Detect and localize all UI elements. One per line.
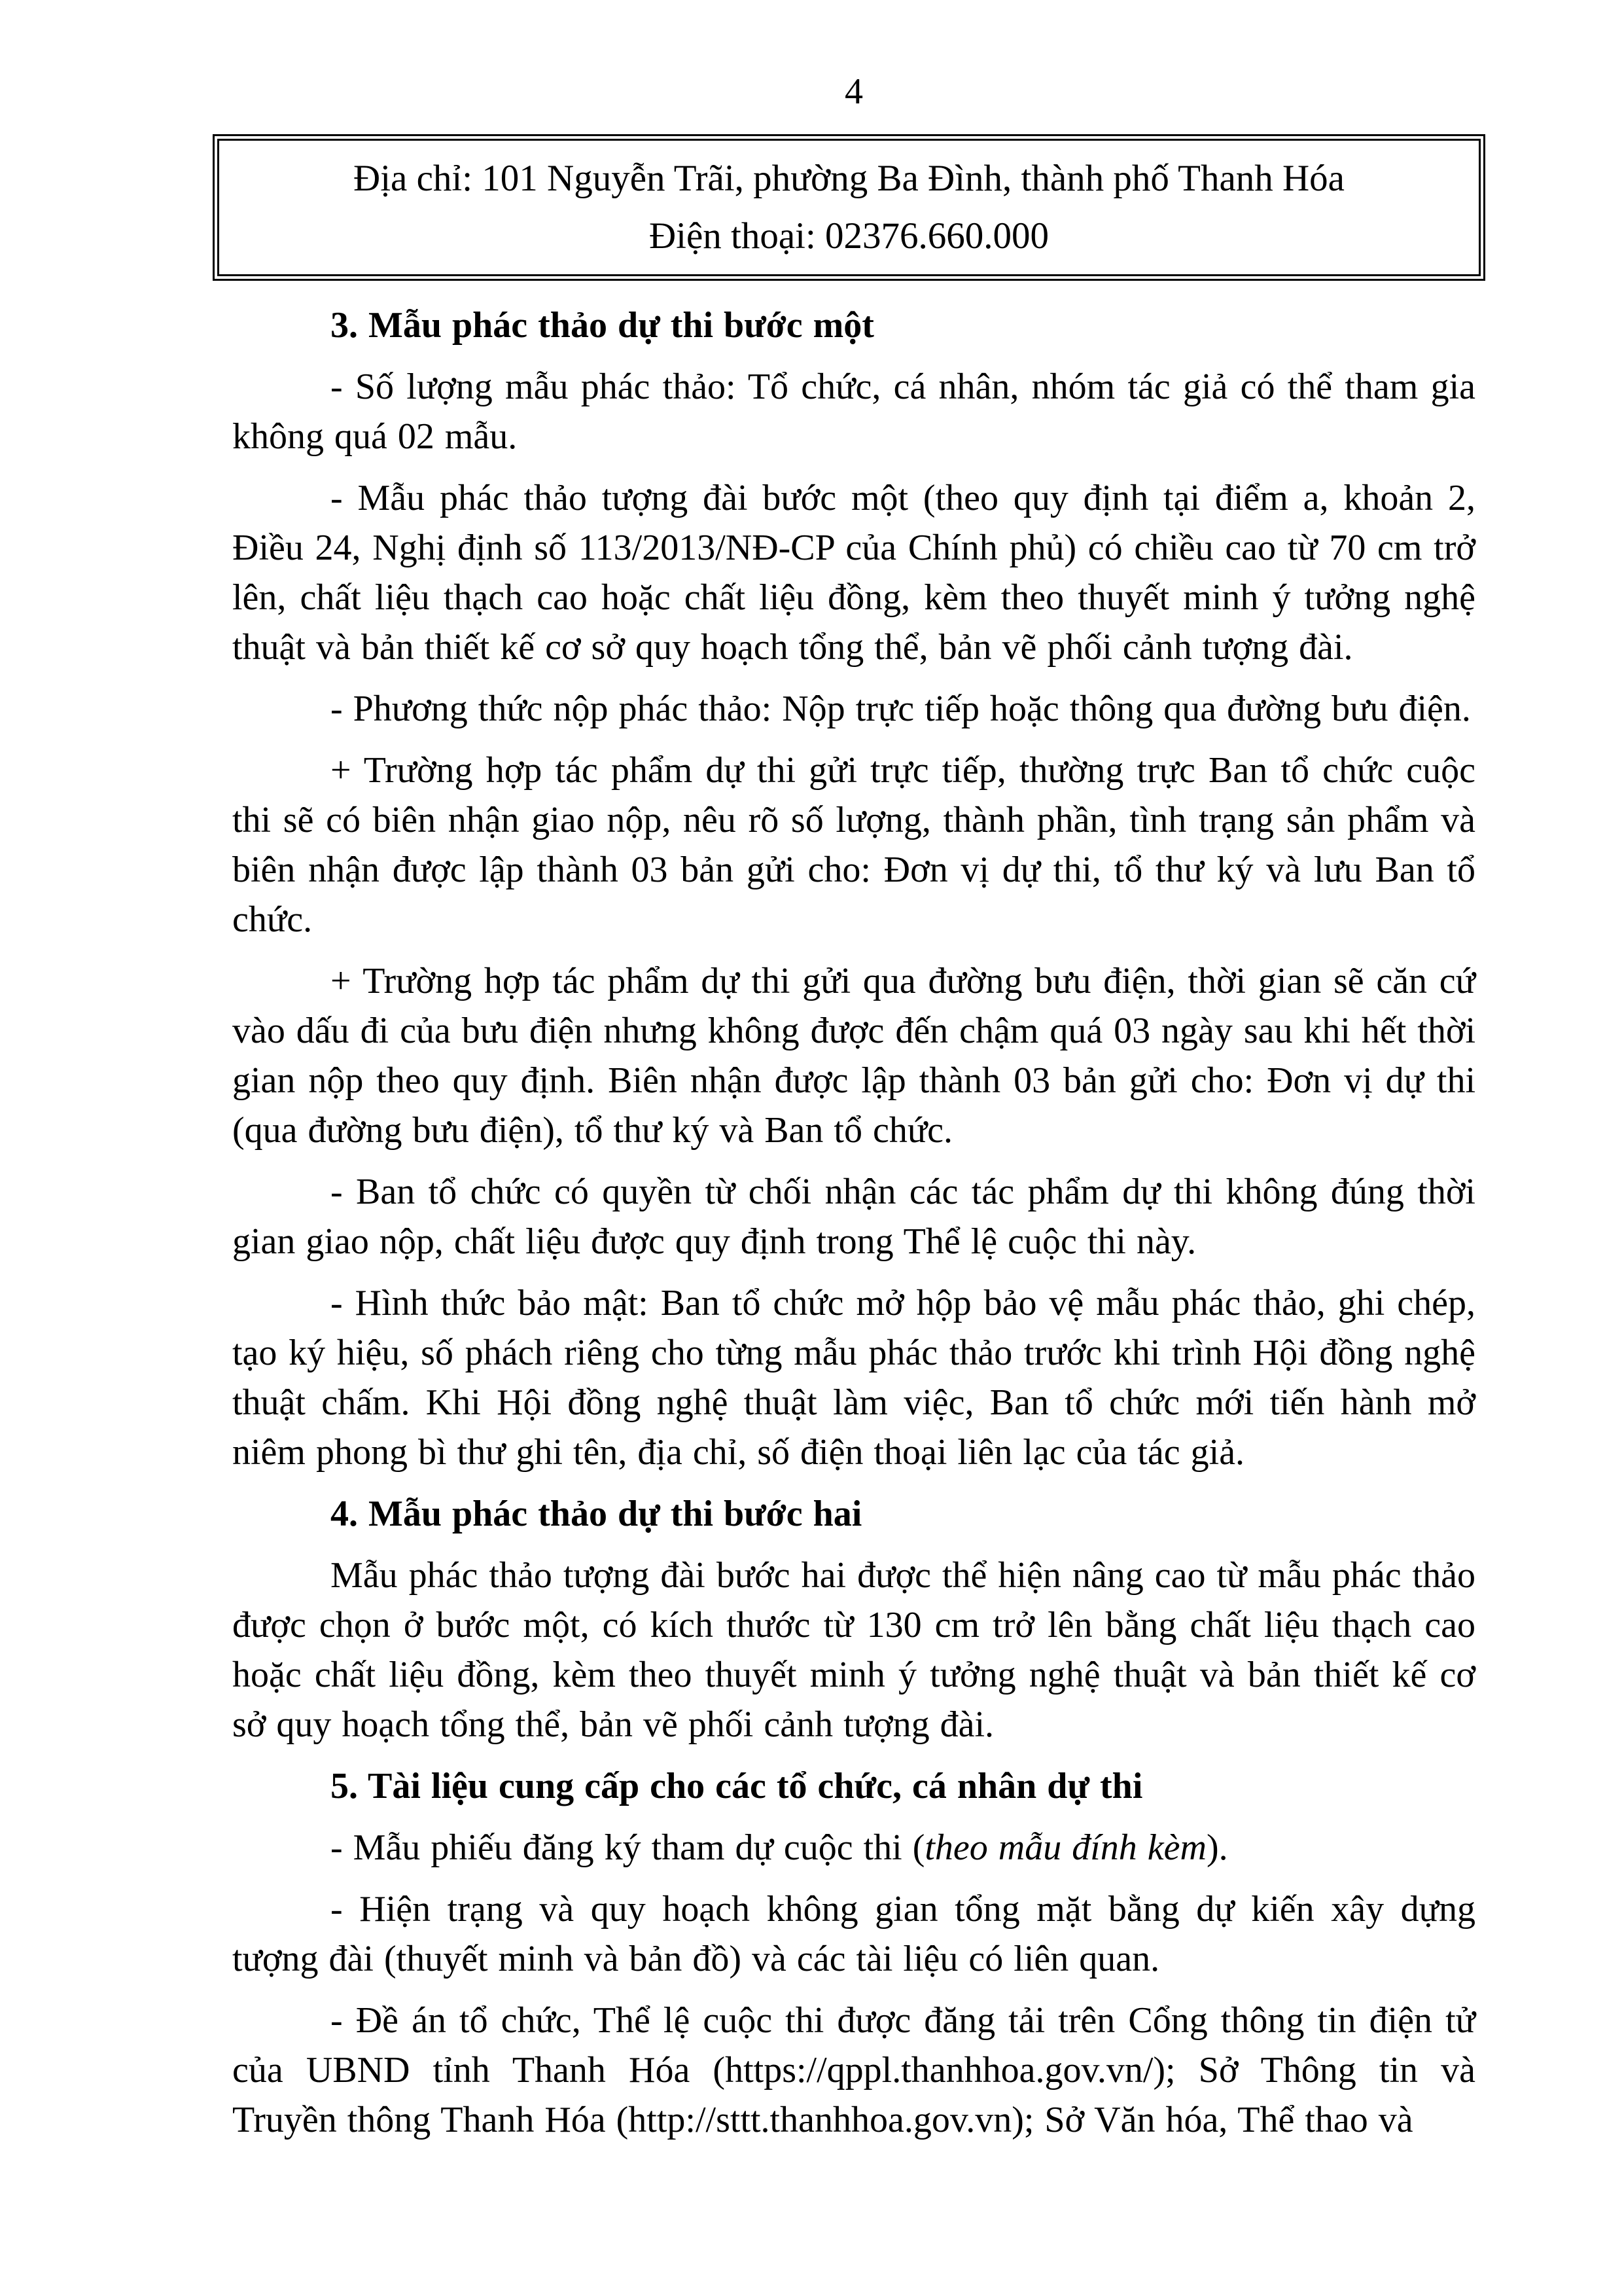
section-4-heading: 4. Mẫu phác thảo dự thi bước hai (330, 1494, 862, 1534)
section-3-heading: 3. Mẫu phác thảo dự thi bước một (330, 305, 874, 346)
paragraph-direct-submission: + Trường hợp tác phẩm dự thi gửi trực tiếp, thường trực Ban tổ chức cuộc thi sẽ có biên nhận giao nộp, nêu rõ số lượng, thành phần, tình trạng sản phẩm và biên nhận được lập thành 03 bản gửi cho: Đơn vị dự thi, tổ thư ký và lưu Ban tổ chức. (232, 750, 1475, 940)
phone-line: Điện thoại: 02376.660.000 (648, 215, 1050, 257)
page-number: 4 (845, 71, 863, 112)
address-line: Địa chỉ: 101 Nguyễn Trãi, phường Ba Đình, thành phố Thanh Hóa (353, 158, 1345, 199)
paragraph-text-suffix: ). (1206, 1827, 1228, 1868)
paragraph-site-planning-documents: - Hiện trạng và quy hoạch không gian tổng mặt bằng dự kiến xây dựng tượng đài (thuyết minh và bản đồ) và các tài liệu có liên quan. (232, 1889, 1475, 1979)
paragraph-confidentiality: - Hình thức bảo mật: Ban tổ chức mở hộp bảo vệ mẫu phác thảo, ghi chép, tạo ký hiệu, số phách riêng cho từng mẫu phác thảo trước khi trình Hội đồng nghệ thuật chấm. Khi Hội đồng nghệ thuật làm việc, Ban tổ chức mới tiến hành mở niêm phong bì thư ghi tên, địa chỉ, số điện thoại liên lạc của tác giả. (232, 1283, 1475, 1473)
section-5-heading: 5. Tài liệu cung cấp cho các tổ chức, cá nhân dự thi (330, 1766, 1143, 1806)
document-body (232, 300, 1475, 2145)
paragraph-step-two-requirements: Mẫu phác thảo tượng đài bước hai được thể hiện nâng cao từ mẫu phác thảo được chọn ở bước một, có kích thước từ 130 cm trở lên bằng chất liệu thạch cao hoặc chất liệu đồng, kèm theo thuyết minh ý tưởng nghệ thuật và bản thiết kế cơ sở quy hoạch tổng thể, bản vẽ phối cảnh tượng đài. (232, 1555, 1475, 1745)
paragraph-published-documents: - Đề án tổ chức, Thể lệ cuộc thi được đăng tải trên Cổng thông tin điện tử của UBND tỉnh Thanh Hóa (https://qppl.thanhhoa.gov.vn/); Sở Thông tin và Truyền thông Thanh Hóa (http://sttt.thanhhoa.gov.vn); Sở Văn hóa, Thể thao và (232, 2000, 1475, 2140)
contact-info-box (213, 134, 1485, 281)
paragraph-postal-submission: + Trường hợp tác phẩm dự thi gửi qua đường bưu điện, thời gian sẽ căn cứ vào dấu đi của bưu điện nhưng không được đến chậm quá 03 ngày sau khi hết thời gian nộp theo quy định. Biên nhận được lập thành 03 bản gửi cho: Đơn vị dự thi (qua đường bưu điện), tổ thư ký và Ban tổ chức. (232, 961, 1475, 1151)
paragraph-submission-method: - Phương thức nộp phác thảo: Nộp trực tiếp hoặc thông qua đường bưu điện. (330, 689, 1471, 729)
paragraph-text-prefix: - Mẫu phiếu đăng ký tham dự cuộc thi ( (330, 1827, 925, 1868)
italic-attached-form-note: theo mẫu đính kèm (925, 1827, 1207, 1868)
paragraph-step-one-requirements: - Mẫu phác thảo tượng đài bước một (theo quy định tại điểm a, khoản 2, Điều 24, Nghị định số 113/2013/NĐ-CP của Chính phủ) có chiều cao từ 70 cm trở lên, chất liệu thạch cao hoặc chất liệu đồng, kèm theo thuyết minh ý tưởng nghệ thuật và bản thiết kế cơ sở quy hoạch tổng thể, bản vẽ phối cảnh tượng đài. (232, 478, 1475, 668)
paragraph-registration-form (232, 1823, 1475, 1873)
paragraph-rejection-right: - Ban tổ chức có quyền từ chối nhận các tác phẩm dự thi không đúng thời gian giao nộp, chất liệu được quy định trong Thể lệ cuộc thi này. (232, 1172, 1475, 1262)
paragraph-sketch-quantity: - Số lượng mẫu phác thảo: Tổ chức, cá nhân, nhóm tác giả có thể tham gia không quá 02 mẫu. (232, 367, 1475, 457)
